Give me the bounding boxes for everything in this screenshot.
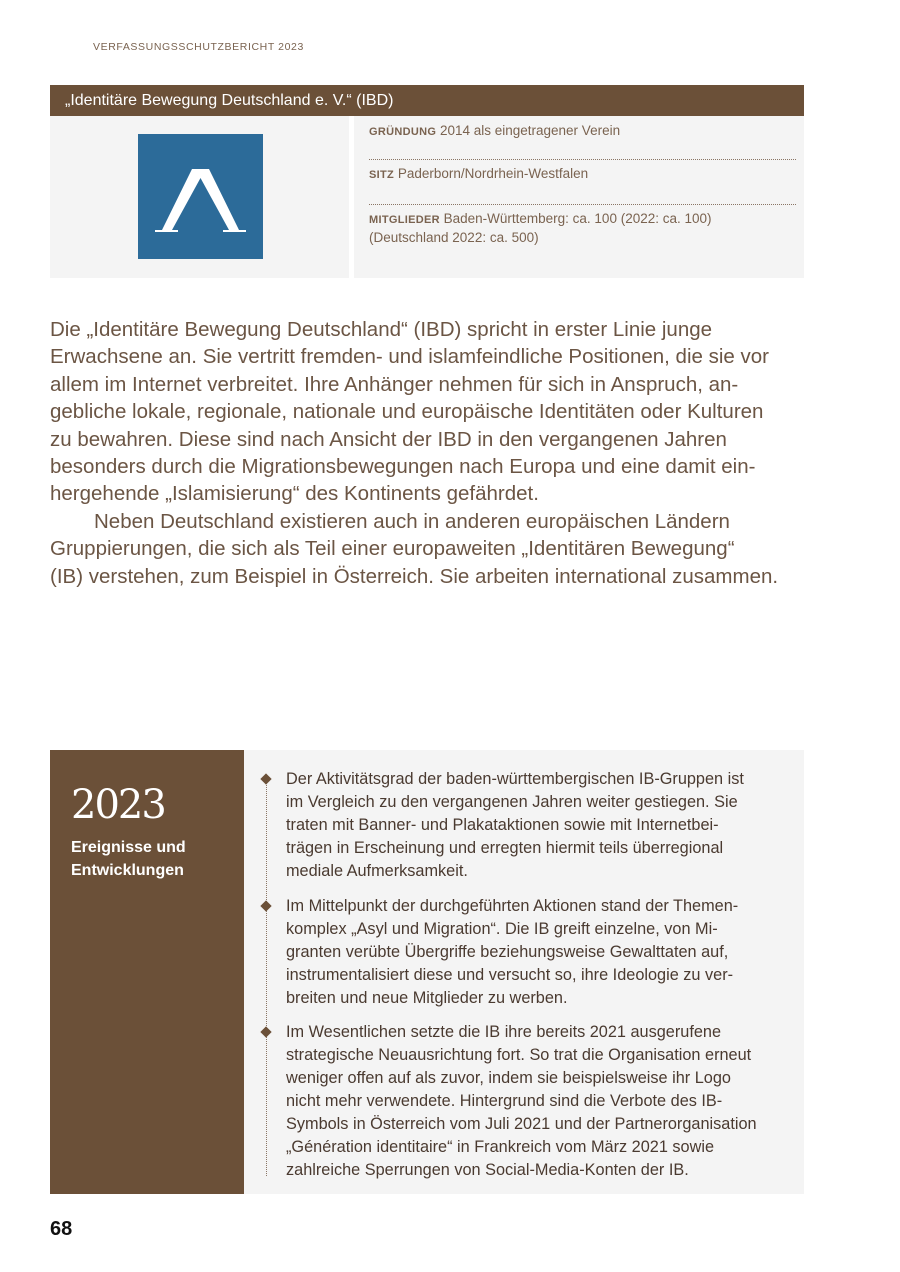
event-line: nicht mehr verwendete. Hintergrund sind die Verbote des IB-: [286, 1092, 723, 1110]
running-header: VERFASSUNGSSCHUTZBERICHT 2023: [93, 41, 304, 53]
event-line: granten verübte Übergriffe beziehungsweise Gewalttaten auf,: [286, 943, 729, 961]
events-heading: [71, 836, 186, 882]
event-line: Im Mittelpunkt der durchgeführten Aktionen stand der Themen-: [286, 897, 739, 915]
event-line: breiten und neue Mitglieder zu werben.: [286, 989, 568, 1007]
text-line: besonders durch die Migrationsbewegungen nach Europa und eine damit ein-: [50, 455, 756, 479]
text-line: Gruppierungen, die sich als Teil einer europaweiten „Identitären Bewegung“: [50, 537, 735, 561]
paragraph-2: [50, 508, 810, 590]
text-line: (IB) verstehen, zum Beispiel in Österreich. Sie arbeiten international zusammen.: [50, 564, 779, 588]
event-item: [244, 895, 764, 1010]
event-text: [286, 768, 764, 883]
event-item: [244, 768, 764, 883]
founding-label: GRÜNDUNG: [369, 126, 437, 138]
paragraph-1: [50, 316, 810, 508]
seat-row: [369, 160, 796, 205]
events-heading-line: Ereignisse und: [71, 839, 186, 856]
lambda-logo-glyph: [138, 134, 263, 259]
event-line: traten mit Banner- und Plakataktionen sowie mit Internetbei-: [286, 816, 719, 834]
seat-label: SITZ: [369, 169, 395, 181]
text-line: Die „Identitäre Bewegung Deutschland“ (IBD) spricht in erster Linie junge: [50, 318, 713, 341]
event-line: instrumentalisiert diese und versucht so, ihre Ideologie zu ver-: [286, 966, 734, 984]
members-value-germany: (Deutschland 2022: ca. 500): [369, 230, 539, 245]
event-line: Der Aktivitätsgrad der baden-württembergischen IB-Gruppen ist: [286, 770, 744, 788]
event-line: Im Wesentlichen setzte die IB ihre bereits 2021 ausgerufene: [286, 1023, 722, 1041]
event-line: komplex „Asyl und Migration“. Die IB greift einzelne, von Mi-: [286, 920, 718, 938]
text-line: gebliche lokale, regionale, nationale und europäische Identitäten oder Kulturen: [50, 400, 764, 424]
members-row: [369, 205, 796, 247]
seat-value: Paderborn/Nordrhein-Westfalen: [397, 166, 589, 181]
profile-facts: [354, 116, 804, 278]
event-line: zahlreiche Sperrungen von Social-Media-Konten der IB.: [286, 1161, 689, 1179]
event-line: „Génération identitaire“ in Frankreich vom März 2021 sowie: [286, 1138, 715, 1156]
body-text: [50, 316, 810, 590]
events-sidebar: [50, 750, 244, 1194]
profile-body: [50, 116, 804, 278]
lambda-logo-icon: [138, 134, 263, 259]
event-line: Symbols in Österreich vom Juli 2021 und der Partnerorganisation: [286, 1115, 757, 1133]
event-line: weniger offen auf als zuvor, indem sie beispielsweise ihr Logo: [286, 1069, 731, 1087]
text-line: Neben Deutschland existieren auch in anderen europäischen Ländern: [94, 509, 730, 533]
event-item: [244, 1021, 764, 1182]
organization-profile: [50, 85, 804, 278]
event-text: [286, 895, 764, 1010]
diamond-bullet-icon: [260, 1026, 271, 1037]
logo-panel: [50, 116, 349, 278]
profile-title: „Identitäre Bewegung Deutschland e. V.“ (IBD): [50, 85, 804, 116]
text-line: allem im Internet verbreitet. Ihre Anhänger nehmen für sich in Anspruch, an-: [50, 372, 739, 396]
events-box: [50, 750, 804, 1194]
event-line: mediale Aufmerksamkeit.: [286, 862, 468, 880]
founding-row: [369, 116, 796, 160]
page-number: 68: [50, 1218, 73, 1240]
text-line: Erwachsene an. Sie vertritt fremden- und islamfeindliche Positionen, die sie vor: [50, 345, 769, 369]
events-list: [244, 750, 804, 1194]
event-text: [286, 1021, 764, 1182]
members-value: Baden-Württemberg: ca. 100 (2022: ca. 100): [443, 211, 712, 226]
text-line: zu bewahren. Diese sind nach Ansicht der IBD in den vergangenen Jahren: [50, 427, 727, 451]
events-year: 2023: [71, 782, 165, 828]
diamond-bullet-icon: [260, 900, 271, 911]
event-line: trägen in Erscheinung und erregten hiermit teils überregional: [286, 839, 724, 857]
founding-value: 2014 als eingetragener Verein: [439, 123, 621, 138]
event-line: im Vergleich zu den vergangenen Jahren weiter gestiegen. Sie: [286, 793, 738, 811]
events-heading-line: Entwicklungen: [71, 862, 184, 879]
diamond-bullet-icon: [260, 773, 271, 784]
text-line: hergehende „Islamisierung“ des Kontinents gefährdet.: [50, 482, 539, 506]
event-line: strategische Neuausrichtung fort. So trat die Organisation erneut: [286, 1046, 752, 1064]
members-label: MITGLIEDER: [369, 214, 440, 226]
